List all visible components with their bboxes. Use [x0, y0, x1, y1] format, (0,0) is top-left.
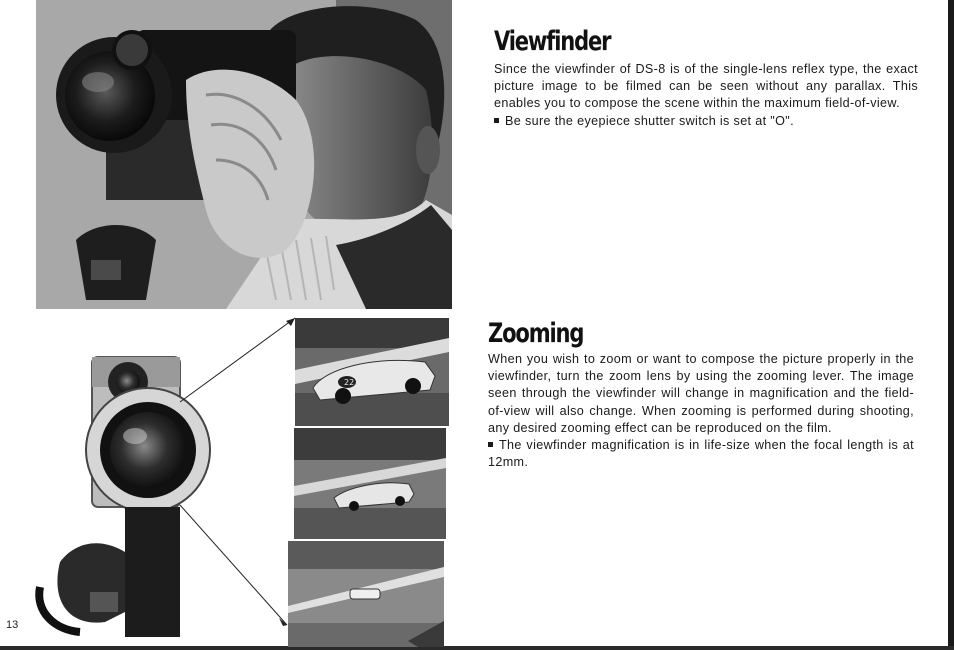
viewfinder-body	[494, 61, 918, 130]
zooming-body	[488, 351, 914, 471]
bullet-icon	[494, 118, 499, 123]
viewfinder-paragraph: Since the viewfinder of DS-8 is of the single-lens reflex type, the exact picture image to be filmed can be seen without any parallax. This enables you to compose the scene within the maximum field-of-view.	[494, 62, 918, 111]
viewfinder-note-text: Be sure the eyepiece shutter switch is set at "O".	[505, 113, 794, 128]
callout-line-top	[180, 318, 295, 402]
zooming-note-text: The viewfinder magnification is in life-size when the focal length is at 12mm.	[488, 438, 914, 470]
section-title-zooming: Zooming	[488, 318, 584, 349]
zooming-paragraph: When you wish to zoom or want to compose the picture properly in the viewfinder, turn the zoom lens by using the zooming lever. The image seen through the viewfinder will change in magnification and the field-of-view will also change. When zooming is performed during shooting, any desired zooming effect can be reproduced on the film.	[488, 352, 914, 435]
callout-arrow-bottom	[279, 618, 287, 626]
callout-arrow-top	[286, 318, 295, 326]
viewfinder-note	[494, 113, 918, 130]
section-title-viewfinder: Viewfinder	[494, 26, 611, 57]
car-number: 22	[344, 378, 355, 387]
page-number: 13	[6, 619, 19, 631]
zooming-note	[488, 437, 914, 471]
bullet-icon	[488, 442, 493, 447]
callout-line-bottom	[180, 505, 287, 625]
